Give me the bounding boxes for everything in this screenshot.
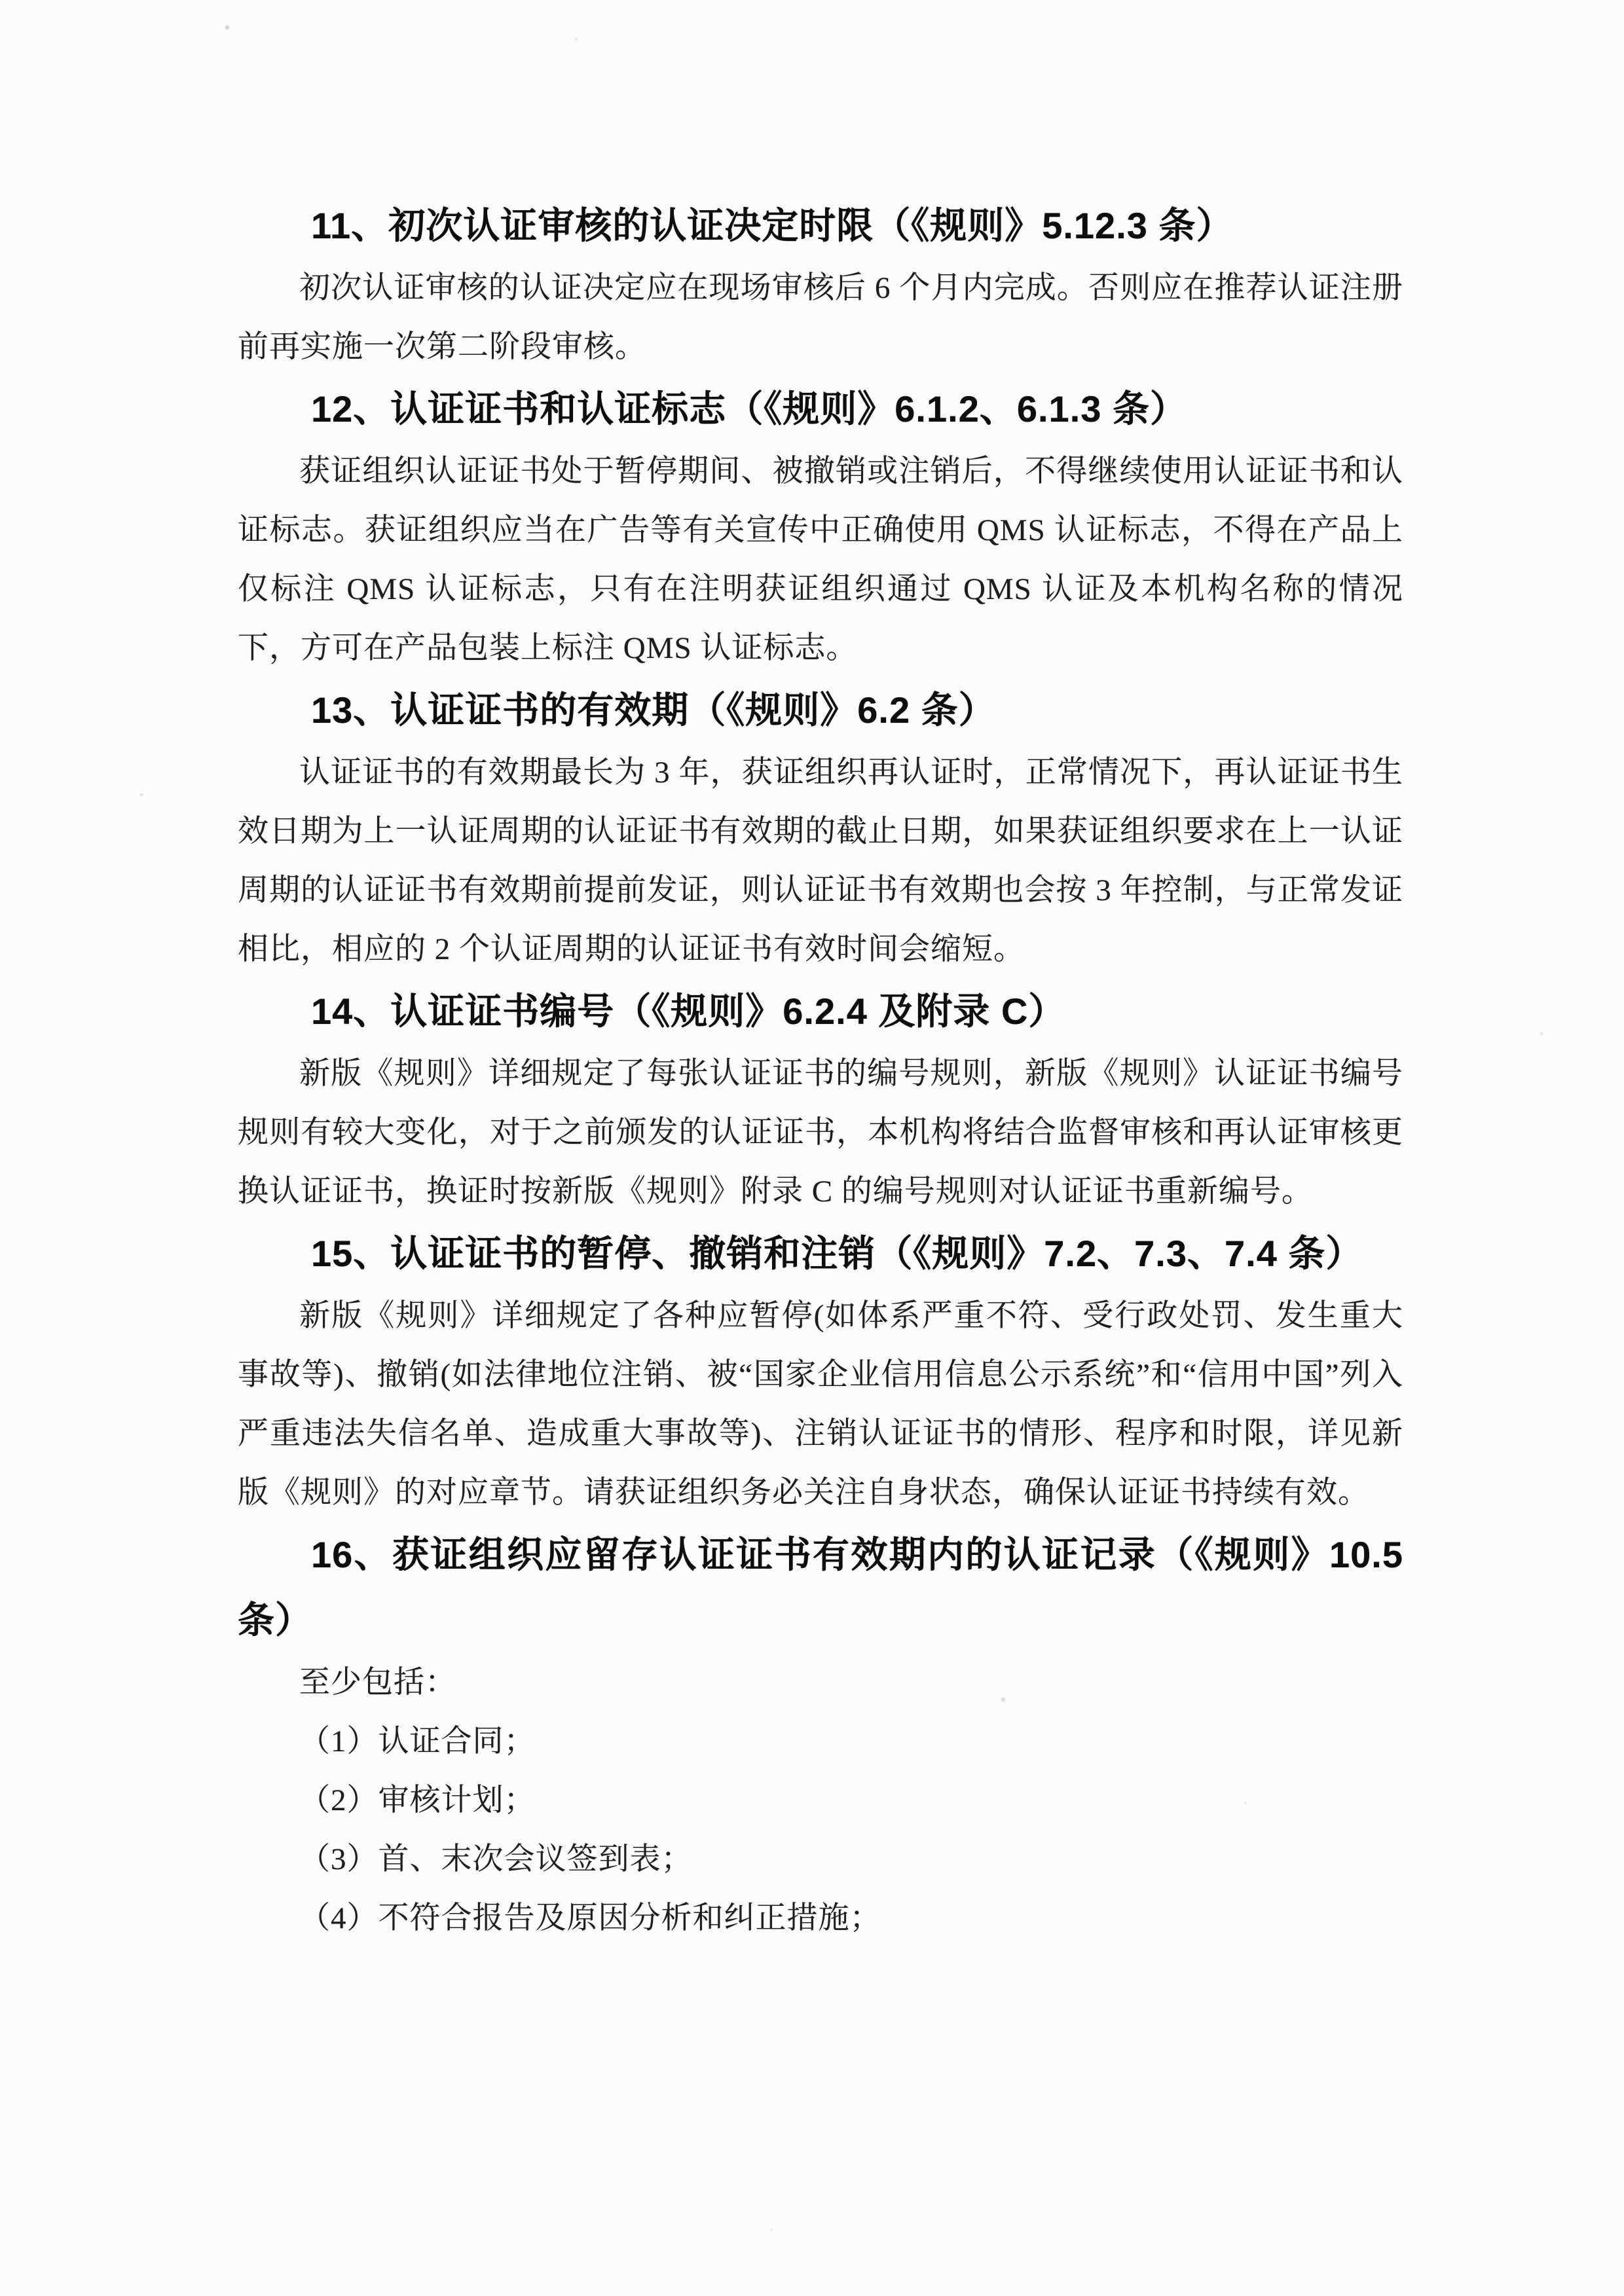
section-heading-13: 13、认证证书的有效期（《规则》6.2 条）	[311, 689, 996, 731]
section-paragraph-15: 新版《规则》详细规定了各种应暂停(如体系严重不符、受行政处罚、发生重大事故等)、撤销(如法律地位注销、被“国家企业信用信息公示系统”和“信用中国”列入严重违法失信名单、造成重大事故等)、注销认证证书的情形、程序和时限，详见新版《规则》的对应章节。请获证组织务必关注自身状态，确保认证证书持续有效。	[238, 1299, 1403, 1510]
section-heading-16: 16、获证组织应留存认证证书有效期内的认证记录（《规则》10.5 条）	[238, 1534, 1403, 1641]
section-paragraph-13: 认证证书的有效期最长为 3 年，获证组织再认证时，正常情况下，再认证证书生效日期为上一认证周期的认证证书有效期的截止日期，如果获证组织要求在上一认证周期的认证证书有效期前提前发证，则认证证书有效期也会按 3 年控制，与正常发证相比，相应的 2 个认证周期的认证证书有效时间会缩短。	[238, 756, 1403, 966]
list-item-4: （4）不符合报告及原因分析和纠正措施；	[299, 1901, 881, 1935]
section-heading-14: 14、认证证书编号（《规则》6.2.4 及附录 C）	[311, 991, 1066, 1032]
list-intro-line: 至少包括：	[299, 1666, 456, 1700]
section-heading-15: 15、认证证书的暂停、撤销和注销（《规则》7.2、7.3、7.4 条）	[311, 1233, 1363, 1274]
scan-noise-artifacts	[0, 0, 3, 3]
list-item-2: （2）审核计划；	[299, 1783, 536, 1817]
document-content	[238, 0, 1403, 1948]
section-paragraph-12: 获证组织认证证书处于暂停期间、被撤销或注销后，不得继续使用认证证书和认证标志。获证组织应当在广告等有关宣传中正确使用 QMS 认证标志，不得在产品上仅标注 QMS 认证标志，只有在注明获证组织通过 QMS 认证及本机构名称的情况下，方可在产品包装上标注 QMS 认证标志。	[238, 454, 1403, 665]
list-item-1: （1）认证合同；	[299, 1724, 536, 1758]
section-heading-11: 11、初次认证审核的认证决定时限（《规则》5.12.3 条）	[311, 205, 1234, 246]
section-paragraph-11: 初次认证审核的认证决定应在现场审核后 6 个月内完成。否则应在推荐认证注册前再实施一次第二阶段审核。	[238, 271, 1403, 364]
section-heading-12: 12、认证证书和认证标志（《规则》6.1.2、6.1.3 条）	[311, 388, 1187, 429]
section-paragraph-14: 新版《规则》详细规定了每张认证证书的编号规则，新版《规则》认证证书编号规则有较大变化，对于之前颁发的认证证书，本机构将结合监督审核和再认证审核更换认证证书，换证时按新版《规则》附录 C 的编号规则对认证证书重新编号。	[238, 1057, 1403, 1209]
list-item-3: （3）首、末次会议签到表；	[299, 1842, 693, 1876]
